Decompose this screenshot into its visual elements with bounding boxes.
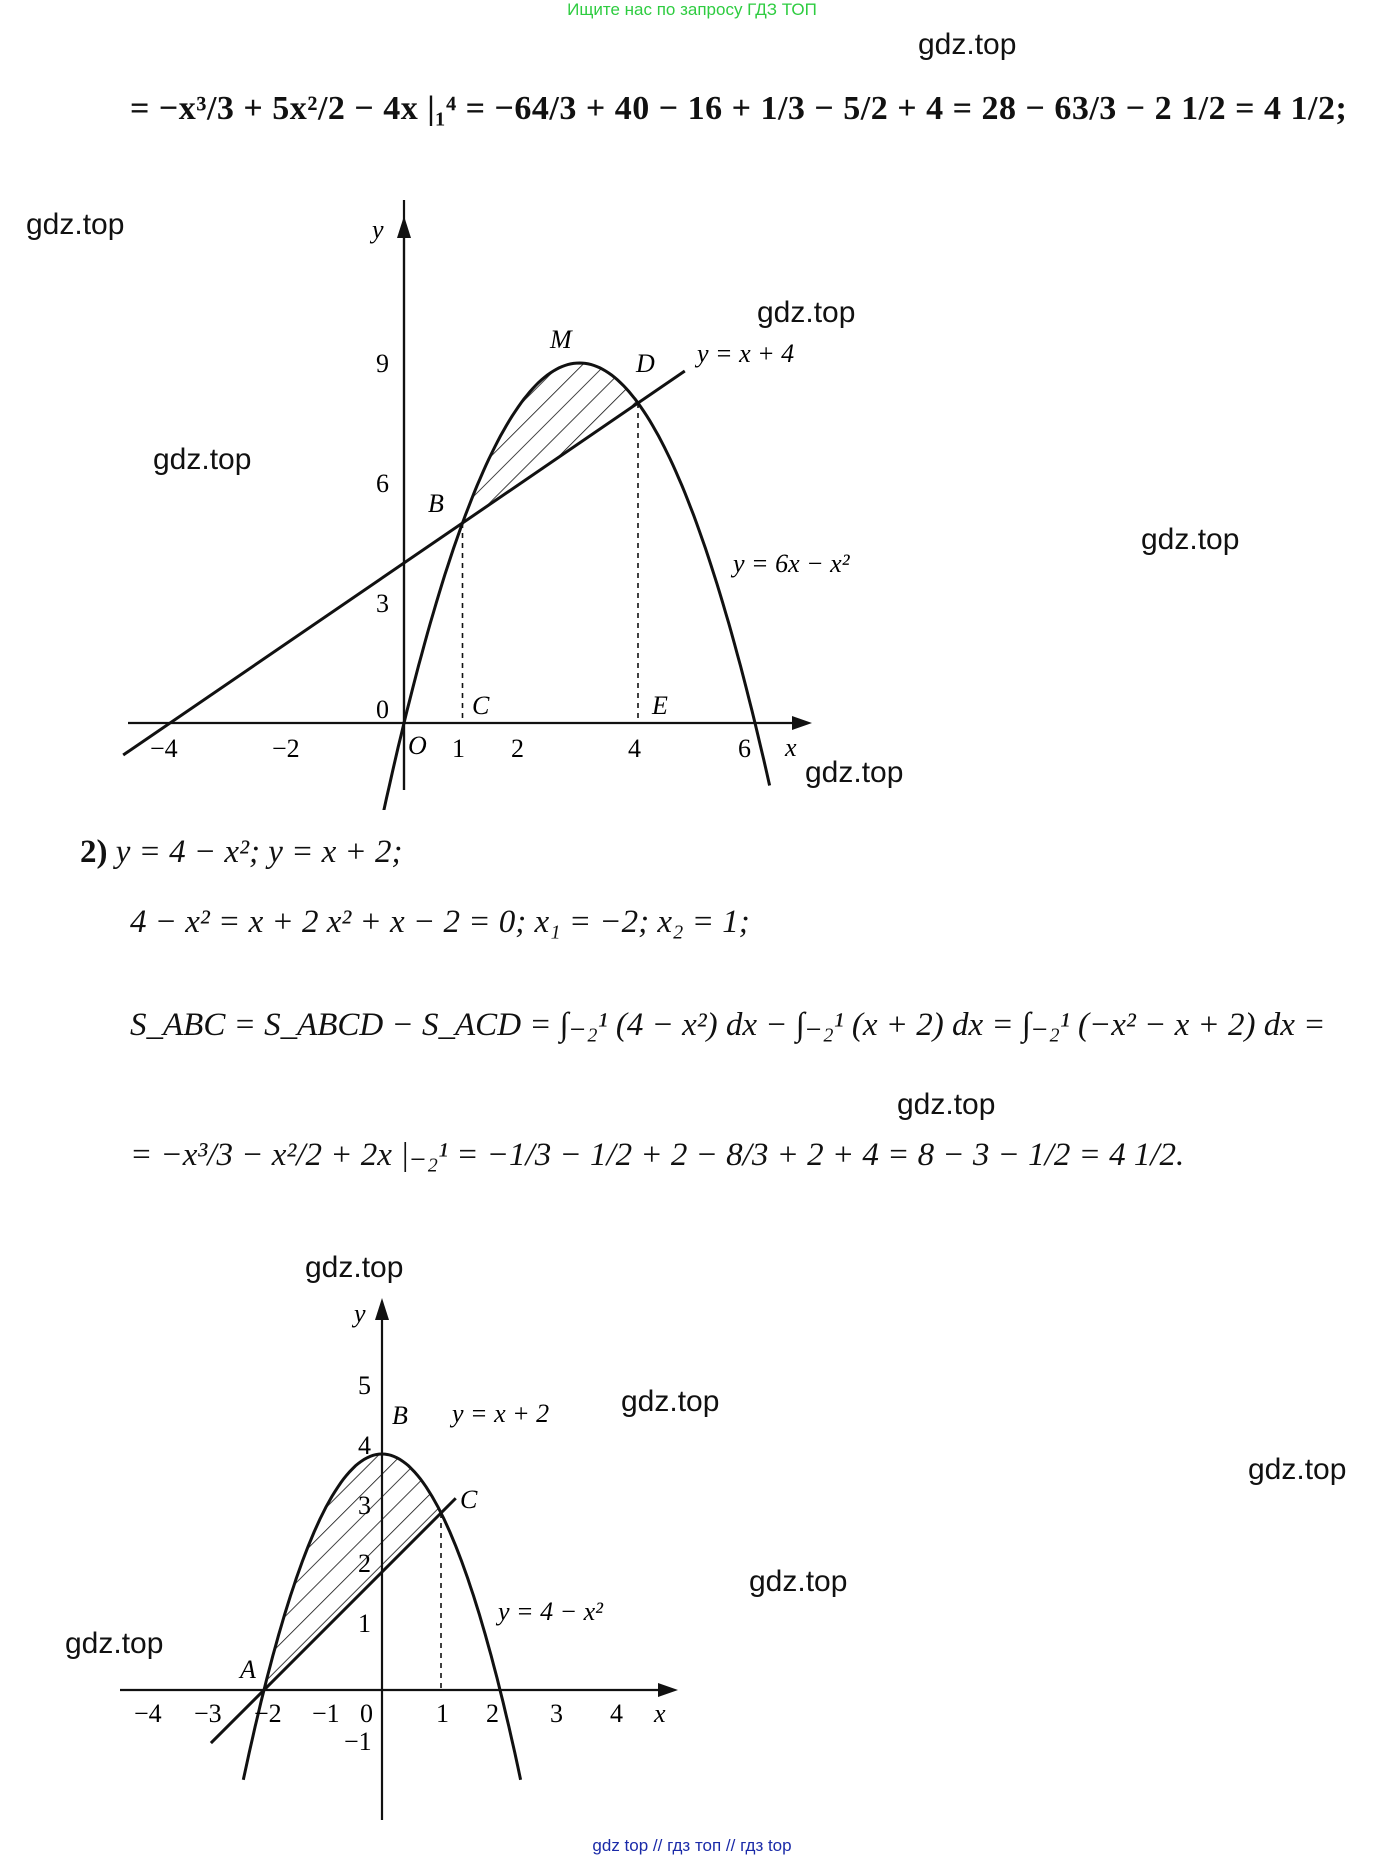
point-e-label: E [652, 691, 668, 720]
y-tick-4: 4 [358, 1431, 371, 1460]
y-tick-9: 9 [376, 349, 389, 378]
part2-line3: S_ABC = S_ABCD − S_ACD = ∫₋₂¹ (4 − x²) dx − ∫₋₂¹ (x + 2) dx = ∫₋₂¹ (−x² − x + 2) dx = [130, 1007, 1326, 1043]
curve-label: y = 4 − x² [498, 1597, 603, 1626]
hatched-region [264, 1454, 441, 1690]
x-tick-minus-4: −4 [150, 734, 178, 763]
watermark: gdz.top [897, 1088, 996, 1121]
x-axis-label: x [785, 733, 797, 762]
watermark: gdz.top [621, 1385, 720, 1418]
x-tick-3: 3 [550, 1699, 563, 1728]
watermark: gdz.top [749, 1565, 848, 1598]
watermark: gdz.top [305, 1251, 404, 1284]
point-b-label: B [428, 489, 444, 518]
part2-line2: 4 − x² = x + 2 x² + x − 2 = 0; x₁ = −2; x₂ = 1; [130, 904, 750, 940]
hatched-region [463, 363, 639, 523]
x-tick-2: 2 [511, 734, 524, 763]
y-axis-label: y [354, 1299, 366, 1328]
y-axis-label: y [372, 215, 384, 244]
point-b-label: B [392, 1401, 408, 1430]
y-tick-1: 1 [358, 1609, 371, 1638]
x-tick-1: 1 [452, 734, 465, 763]
watermark: gdz.top [65, 1627, 164, 1660]
part2-line4: = −x³/3 − x²/2 + 2x |₋₂¹ = −1/3 − 1/2 + 2 − 8/3 + 2 + 4 = 8 − 3 − 1/2 = 4 1/2. [130, 1137, 1185, 1173]
x-tick-2: 2 [486, 1699, 499, 1728]
x-tick-minus-4: −4 [134, 1699, 162, 1728]
y-tick-0: 0 [376, 695, 389, 724]
x-tick-minus-2: −2 [272, 734, 300, 763]
y-tick-6: 6 [376, 469, 389, 498]
watermark: gdz.top [26, 208, 125, 241]
point-c-label: C [472, 691, 490, 720]
graph-1 [0, 200, 1384, 810]
part1-result-line: = −x³/3 + 5x²/2 − 4x |₁⁴ = −64/3 + 40 − 16 + 1/3 − 5/2 + 4 = 28 − 63/3 − 2 1/2 = 4 1/2; [130, 90, 1348, 127]
watermark: gdz.top [153, 443, 252, 476]
curve-label: y = 6x − x² [733, 549, 850, 578]
watermark: gdz.top [805, 756, 904, 789]
y-tick-3: 3 [376, 589, 389, 618]
watermark: gdz.top [1248, 1453, 1347, 1486]
y-tick-5: 5 [358, 1371, 371, 1400]
watermark: gdz.top [918, 28, 1017, 61]
x-tick-0: 0 [360, 1699, 373, 1728]
y-tick-2: 2 [358, 1549, 371, 1578]
line-label: y = x + 4 [697, 339, 795, 368]
x-tick-minus-2: −2 [254, 1699, 282, 1728]
x-tick-6: 6 [738, 734, 751, 763]
line-label: y = x + 2 [452, 1399, 550, 1428]
top-watermark: Ищите нас по запросу ГДЗ ТОП [567, 0, 817, 19]
x-axis-label: x [654, 1699, 666, 1728]
point-a-label: A [240, 1655, 256, 1684]
origin-label: O [408, 731, 427, 760]
point-d-label: D [636, 349, 655, 378]
x-tick-1: 1 [436, 1699, 449, 1728]
watermark: gdz.top [1141, 523, 1240, 556]
part2-line1 [80, 834, 403, 871]
y-tick-minus-1: −1 [344, 1727, 372, 1756]
x-tick-4: 4 [628, 734, 641, 763]
x-axis-arrow [658, 1683, 678, 1697]
part2-number: 2) [80, 834, 108, 870]
x-axis-arrow [792, 716, 812, 730]
point-c-label: C [460, 1485, 478, 1514]
point-m-label: M [550, 325, 572, 354]
y-axis-arrow [397, 216, 411, 238]
graph-2 [0, 1290, 760, 1830]
bottom-watermark: gdz top // гдз топ // гдз top [592, 1836, 792, 1855]
y-tick-3: 3 [358, 1491, 371, 1520]
x-tick-minus-1: −1 [312, 1699, 340, 1728]
part2-functions: y = 4 − x²; y = x + 2; [115, 834, 403, 870]
x-tick-minus-3: −3 [194, 1699, 222, 1728]
watermark: gdz.top [757, 296, 856, 329]
y-axis-arrow [375, 1298, 389, 1320]
x-tick-4: 4 [610, 1699, 623, 1728]
